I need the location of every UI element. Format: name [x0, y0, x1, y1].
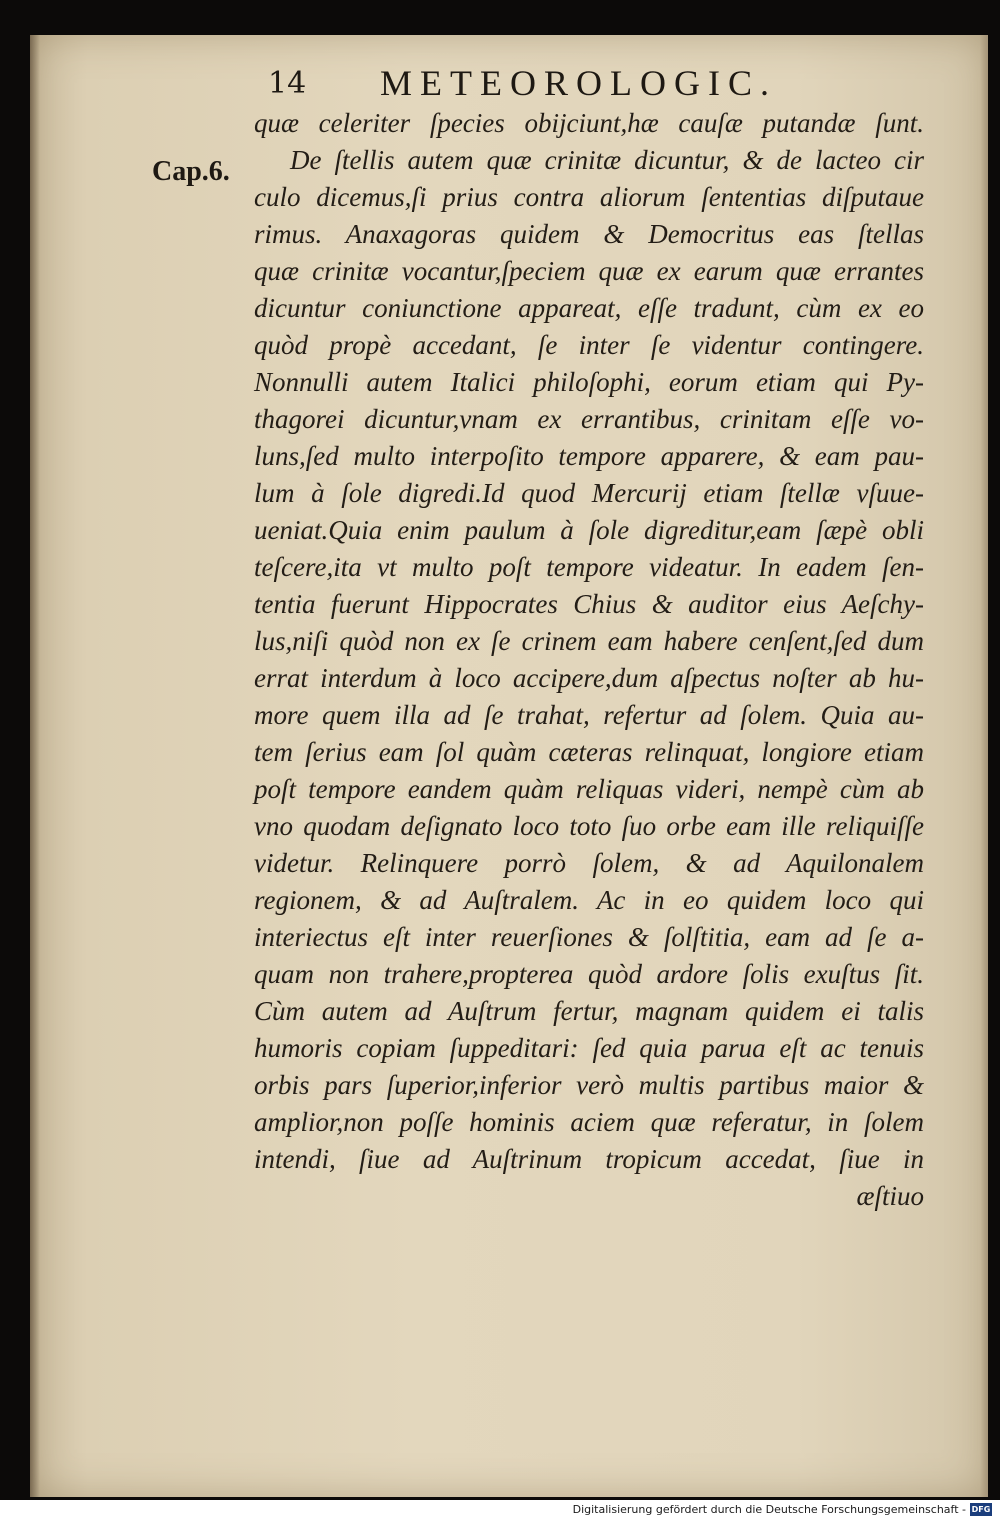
text-line: quæ crinitæ vocantur,ſpeciem quæ ex earum quæ errantes	[254, 256, 924, 286]
text-line: thagorei dicuntur,vnam ex errantibus, crinitam eſſe vo-	[254, 404, 924, 434]
text-line: tentia fuerunt Hippocrates Chius & auditor eius Aeſchy-	[254, 589, 924, 619]
text-line: lum à ſole digredi.Id quod Mercurij etiam ſtellæ vſuue-	[254, 478, 924, 508]
text-line: rimus. Anaxagoras quidem & Democritus eas ſtellas	[254, 219, 924, 249]
text-line: De ſtellis autem quæ crinitæ dicuntur, & de lacteo cir	[290, 145, 924, 175]
page-number: 14	[268, 66, 307, 101]
chapter-marginal-note: Cap.6.	[152, 156, 230, 187]
dfg-logo: DFG	[971, 1505, 991, 1514]
text-line: regionem, & ad Auſtralem. Ac in eo quidem loco qui	[254, 885, 924, 915]
text-line: Nonnulli autem Italici philoſophi, eorum etiam qui Py-	[254, 367, 924, 397]
footer-bar	[0, 1500, 1000, 1520]
text-line: vno quodam deſignato loco toto ſuo orbe eam ille reliquiſſe	[254, 811, 924, 841]
text-line: lus,niſi quòd non ex ſe crinem eam habere cenſent,ſed dum	[254, 626, 924, 656]
text-line: tem ſerius eam ſol quàm cæteras relinquat, longiore etiam	[254, 737, 924, 767]
text-line: Cùm autem ad Auſtrum fertur, magnam quidem ei talis	[254, 996, 924, 1026]
text-line: quam non trahere,propterea quòd ardore ſolis exuſtus ſit.	[254, 959, 924, 989]
text-line: humoris copiam ſuppeditari: ſed quia parua eſt ac tenuis	[254, 1033, 924, 1063]
page-edge-shadow	[980, 35, 988, 1497]
text-line: poſt tempore eandem quàm reliquas videri, nempè cùm ab	[254, 774, 924, 804]
page-gutter-shadow	[30, 35, 40, 1497]
text-line: amplior,non poſſe hominis aciem quæ referatur, in ſolem	[254, 1107, 924, 1137]
text-line: orbis pars ſuperior,inferior verò multis partibus maior &	[254, 1070, 924, 1100]
body-text	[254, 105, 924, 1215]
text-line: interiectus eſt inter reuerſiones & ſolſtitia, eam ad ſe a-	[254, 922, 924, 952]
text-line: luns,ſed multo interpoſito tempore apparere, & eam pau-	[254, 441, 924, 471]
text-line: quòd propè accedant, ſe inter ſe videntur contingere.	[254, 330, 924, 360]
text-line: more quem illa ad ſe trahat, refertur ad ſolem. Quia au-	[254, 700, 924, 730]
text-line: culo dicemus,ſi prius contra aliorum ſententias diſputaue	[254, 182, 924, 212]
text-line: ueniat.Quia enim paulum à ſole digreditur,eam ſæpè obli	[254, 515, 924, 545]
text-line: intendi, ſiue ad Auſtrinum tropicum accedat, ſiue in	[254, 1144, 924, 1174]
text-line: dicuntur coniunctione appareat, eſſe tradunt, cùm ex eo	[254, 293, 924, 323]
text-line: videtur. Relinquere porrò ſolem, & ad Aquilonalem	[254, 848, 924, 878]
running-head: METEOROLOGIC.	[380, 63, 777, 103]
catchword: æſtiuo	[856, 1181, 924, 1211]
text-line: teſcere,ita vt multo poſt tempore videatur. In eadem ſen-	[254, 552, 924, 582]
digitization-credit: Digitalisierung gefördert durch die Deutsche Forschungsgemeinschaft -	[572, 1503, 966, 1516]
text-line: quæ celeriter ſpecies obijciunt,hæ cauſæ putandæ ſunt.	[254, 108, 924, 138]
text-line: errat interdum à loco accipere,dum aſpectus noſter ab hu-	[254, 663, 924, 693]
